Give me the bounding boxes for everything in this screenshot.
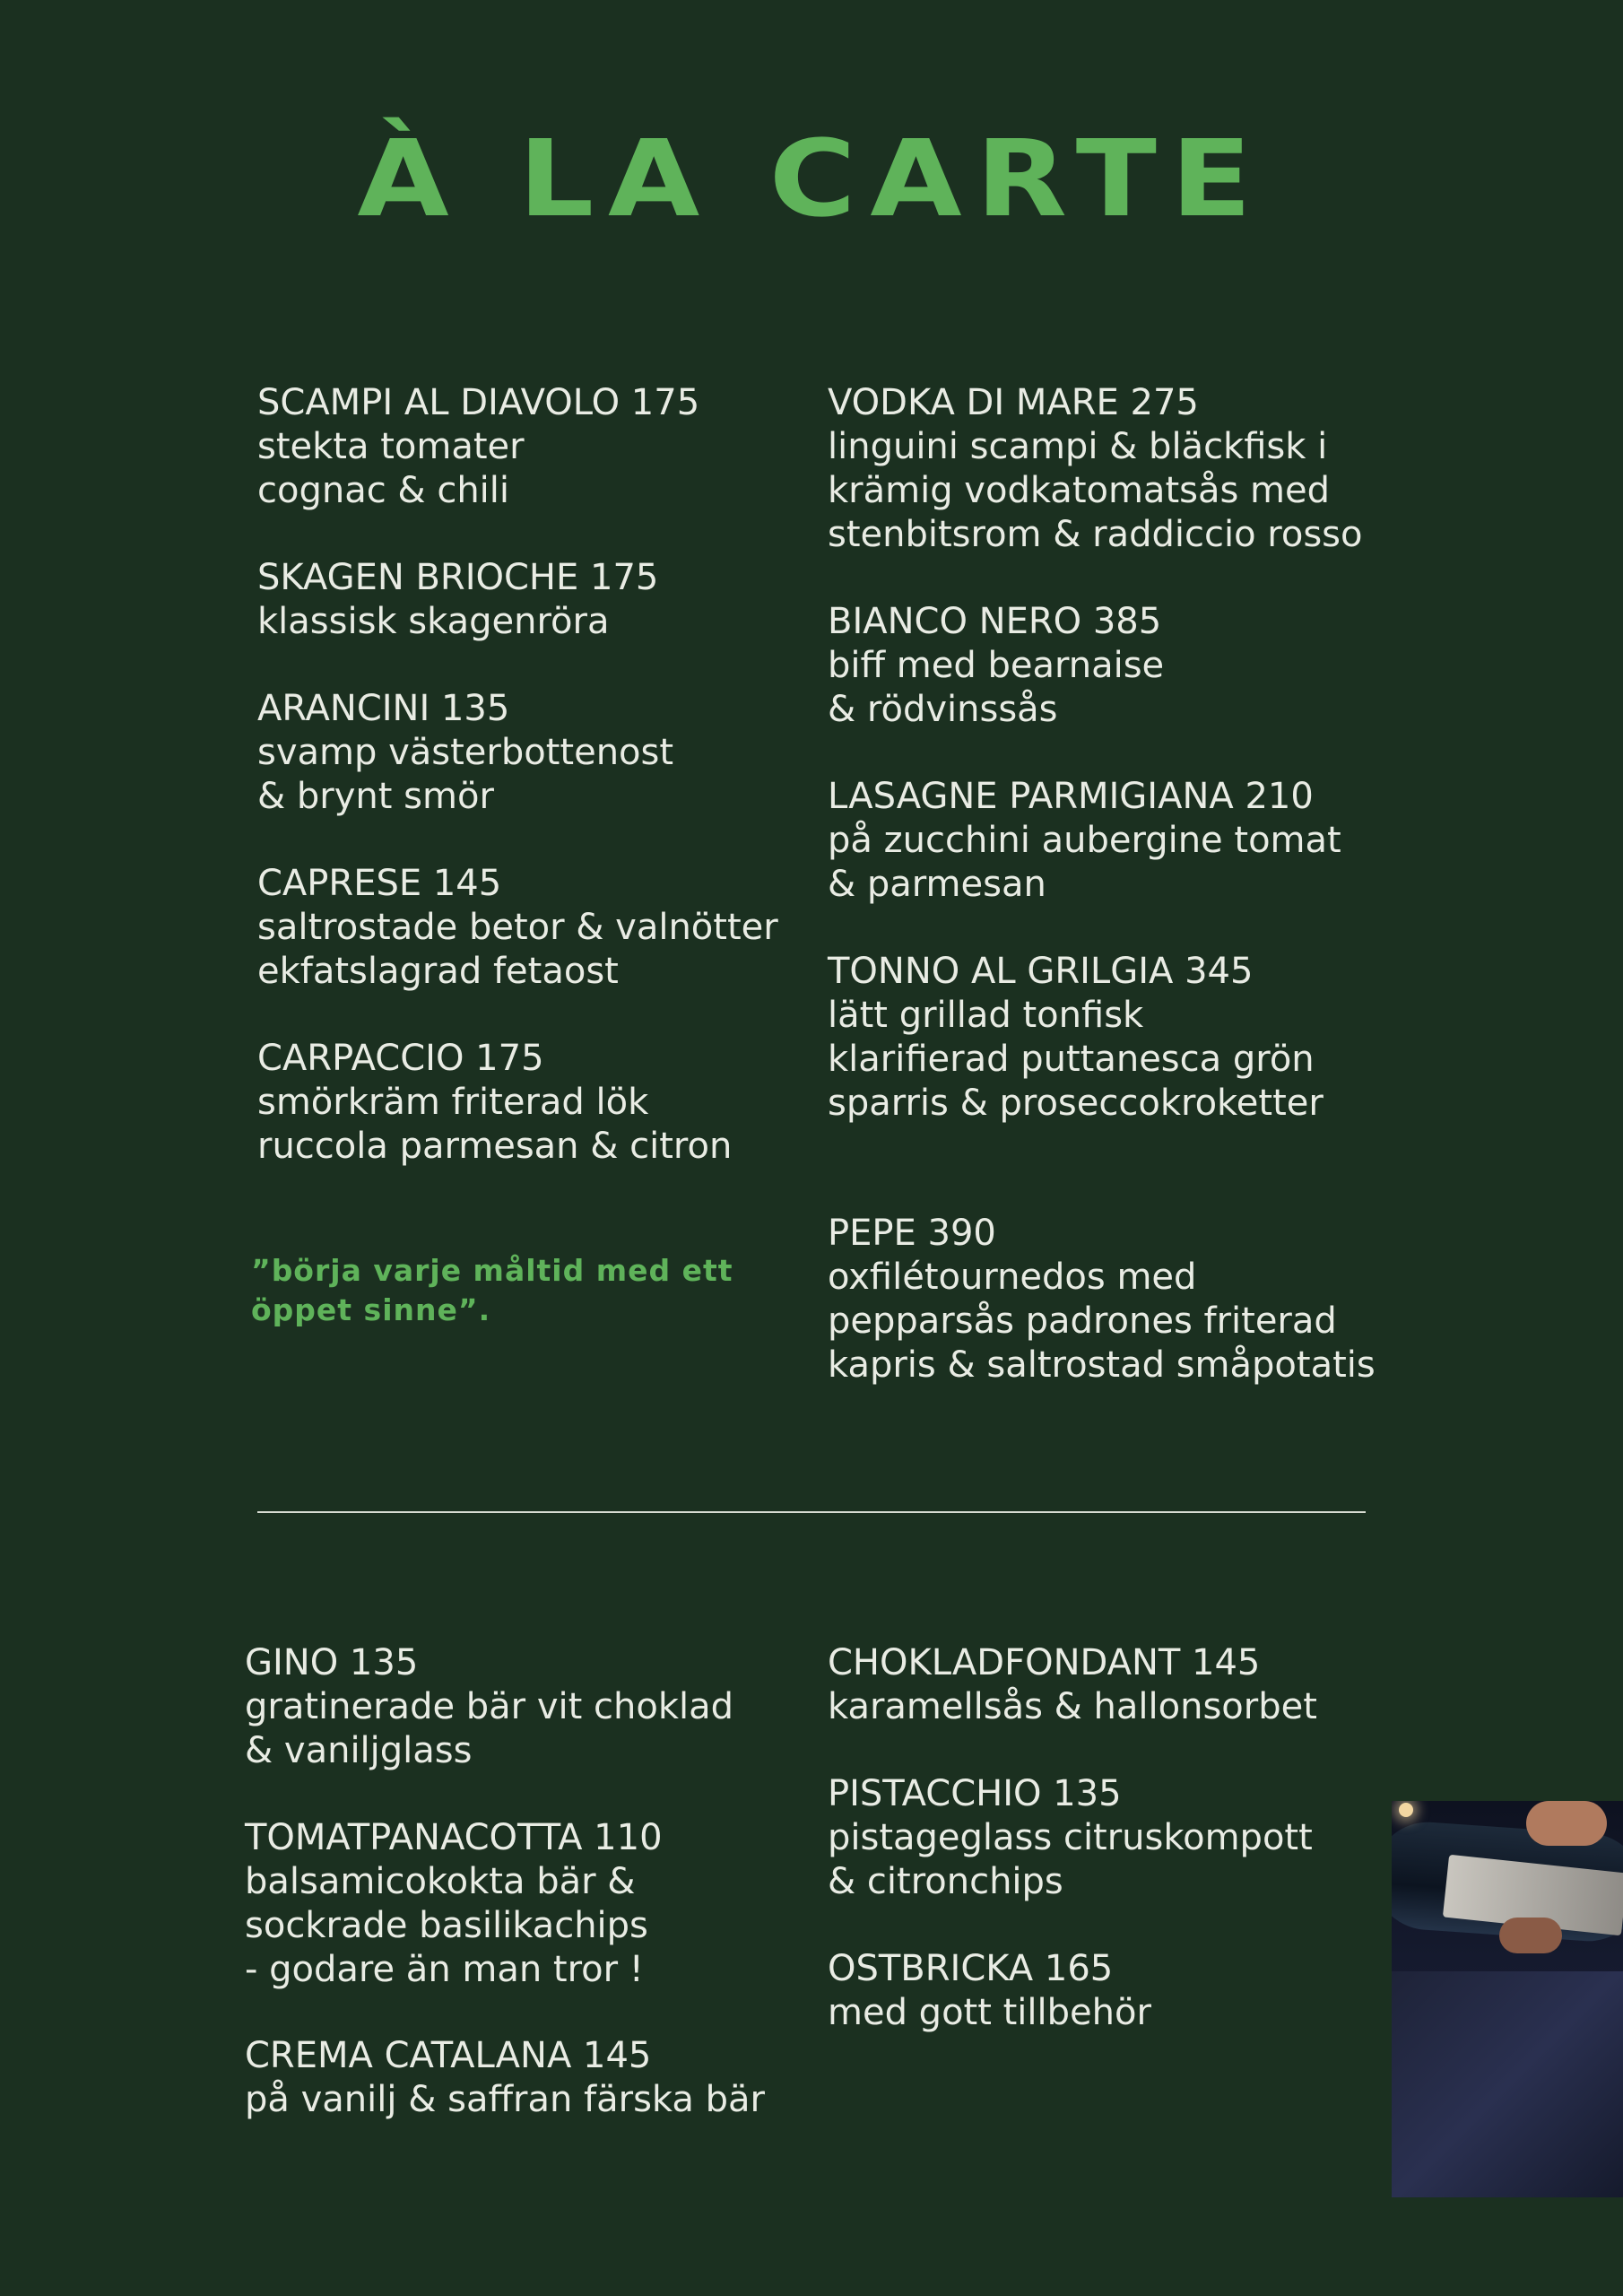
menu-item-name: CAPRESE 145: [257, 863, 502, 904]
menu-item-name: ARANCINI 135: [257, 688, 510, 729]
menu-item-desc: ekfatslagrad fetaost: [257, 951, 619, 992]
menu-item-desc: saltrostade betor & valnötter: [257, 907, 778, 948]
menu-item-name: CHOKLADFONDANT 145: [828, 1642, 1261, 1683]
menu-item-desc: & citronchips: [828, 1861, 1063, 1902]
page-title: À LA CARTE: [357, 117, 1266, 240]
menu-item-name: SKAGEN BRIOCHE 175: [257, 557, 659, 598]
menu-item: [828, 1212, 1376, 1387]
menu-item: [245, 1641, 733, 1773]
menu-item-name: PEPE 390: [828, 1213, 996, 1254]
menu-item-name: CARPACCIO 175: [257, 1038, 544, 1079]
menu-item-desc: pepparsås padrones friterad: [828, 1300, 1337, 1342]
menu-item-name: GINO 135: [245, 1642, 419, 1683]
menu-item-desc: & rödvinssås: [828, 689, 1058, 730]
menu-item-desc: på vanilj & saffran färska bär: [245, 2079, 765, 2120]
menu-item-desc: & brynt smör: [257, 776, 494, 817]
menu-item-name: OSTBRICKA 165: [828, 1948, 1114, 1989]
menu-item-desc: ruccola parmesan & citron: [257, 1126, 733, 1167]
menu-item-name: LASAGNE PARMIGIANA 210: [828, 776, 1314, 817]
menu-item: [245, 1816, 663, 1992]
wine-pour-photo: [1392, 1801, 1623, 2197]
section-divider: [257, 1511, 1366, 1513]
menu-item-name: TONNO AL GRILGIA 345: [828, 951, 1254, 992]
menu-item-desc: & vaniljglass: [245, 1730, 473, 1771]
menu-item-desc: kapris & saltrostad småpotatis: [828, 1344, 1376, 1386]
photo-cloth: [1392, 1971, 1623, 2197]
menu-item-name: VODKA DI MARE 275: [828, 382, 1199, 423]
menu-item: [257, 1037, 732, 1169]
menu-item: [257, 556, 658, 644]
menu-item-name: PISTACCHIO 135: [828, 1773, 1122, 1814]
menu-item-desc: - godare än man tror !: [245, 1949, 644, 1990]
menu-item: [257, 381, 699, 513]
menu-item-desc: klarifierad puttanesca grön: [828, 1039, 1315, 1080]
menu-item: [828, 775, 1341, 907]
menu-item: [257, 862, 778, 994]
menu-item-desc: oxfilétournedos med: [828, 1257, 1197, 1298]
menu-item-desc: karamellsås & hallonsorbet: [828, 1686, 1317, 1727]
menu-item-desc: stekta tomater: [257, 426, 525, 467]
menu-item-desc: sockrade basilikachips: [245, 1905, 648, 1946]
menu-item: [828, 1947, 1151, 2035]
menu-item-desc: gratinerade bär vit choklad: [245, 1686, 734, 1727]
menu-item-name: SCAMPI AL DIAVOLO 175: [257, 382, 700, 423]
menu-item-desc: biff med bearnaise: [828, 645, 1165, 686]
menu-item: [828, 381, 1362, 557]
menu-item-desc: lätt grillad tonfisk: [828, 995, 1144, 1036]
menu-item: [828, 1772, 1313, 1904]
menu-item: [828, 950, 1324, 1126]
menu-item-desc: stenbitsrom & raddiccio rosso: [828, 514, 1363, 555]
menu-item-desc: balsamicokokta bär &: [245, 1861, 636, 1902]
tagline-quote: ”börja varje måltid med ett öppet sinne”.: [251, 1253, 733, 1327]
menu-item-desc: pistageglass citruskompott: [828, 1817, 1313, 1858]
menu-item-desc: sparris & proseccokroketter: [828, 1083, 1324, 1124]
menu-item-desc: smörkräm friterad lök: [257, 1082, 649, 1123]
menu-item: [245, 2034, 765, 2122]
photo-light: [1399, 1803, 1413, 1817]
photo-hand: [1526, 1801, 1607, 1846]
menu-item-desc: klassisk skagenröra: [257, 601, 610, 642]
menu-item-name: TOMATPANACOTTA 110: [245, 1817, 663, 1858]
menu-item-desc: på zucchini aubergine tomat: [828, 820, 1341, 861]
menu-item-desc: med gott tillbehör: [828, 1992, 1151, 2033]
menu-item: [828, 1641, 1317, 1729]
menu-item-desc: krämig vodkatomatsås med: [828, 470, 1330, 511]
menu-item-desc: cognac & chili: [257, 470, 510, 511]
menu-item: [828, 600, 1164, 732]
menu-item: [257, 687, 673, 819]
menu-item-desc: linguini scampi & bläckfisk i: [828, 426, 1328, 467]
menu-item-name: BIANCO NERO 385: [828, 601, 1162, 642]
photo-hand: [1499, 1918, 1562, 1953]
menu-item-desc: svamp västerbottenost: [257, 732, 674, 773]
menu-item-name: CREMA CATALANA 145: [245, 2035, 652, 2076]
menu-item-desc: & parmesan: [828, 864, 1046, 905]
